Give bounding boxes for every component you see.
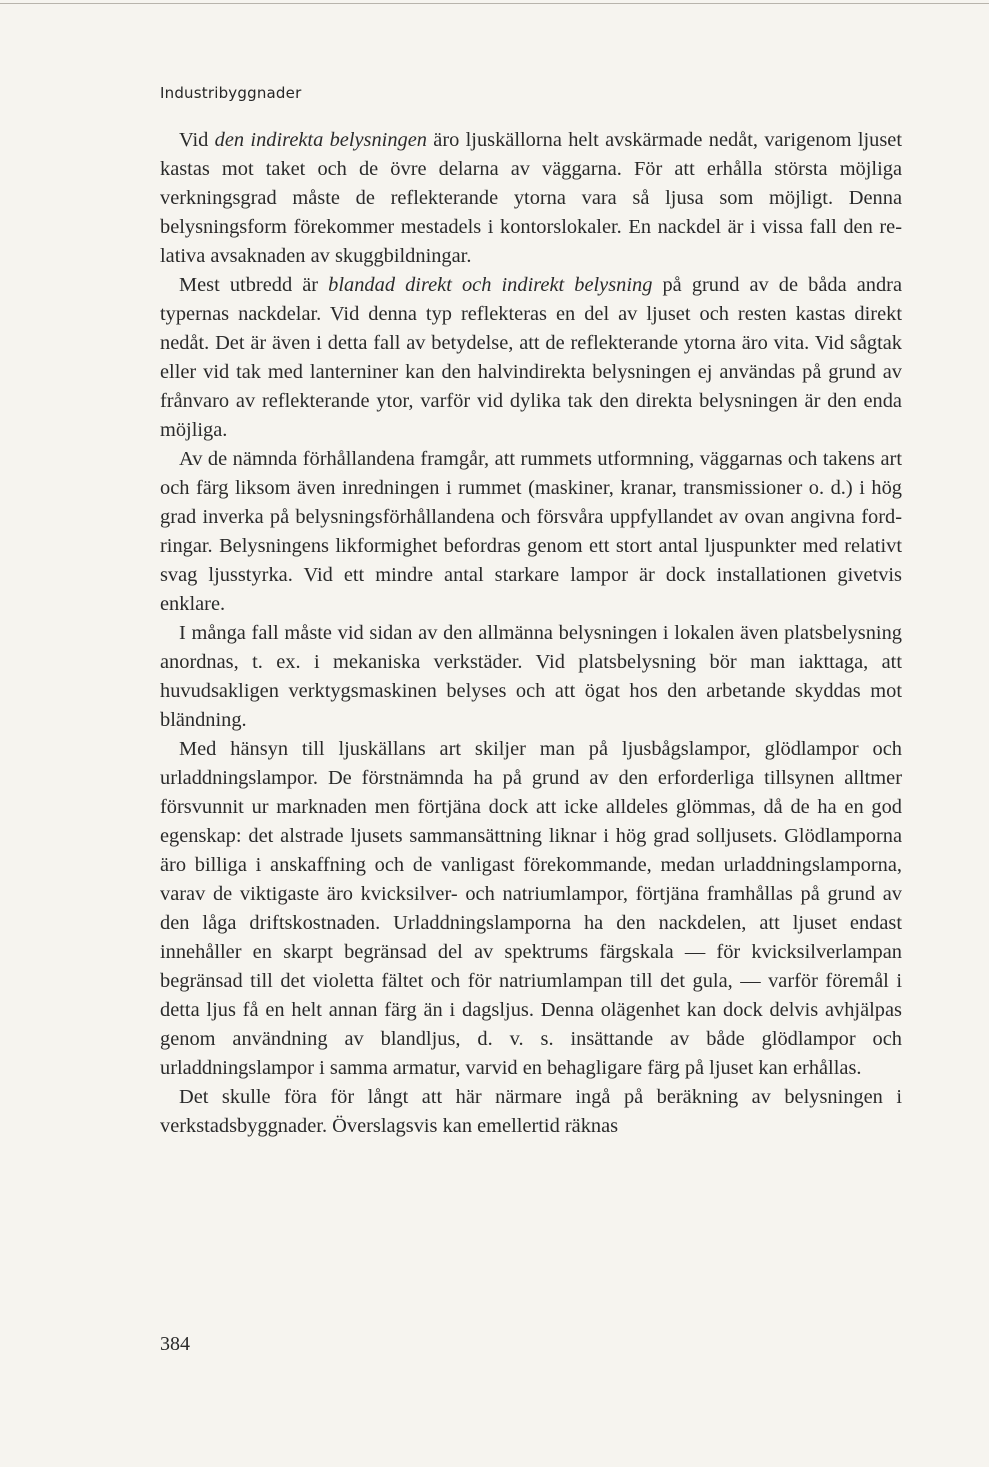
top-rule [0,3,989,4]
paragraph-text: Vid [179,129,215,151]
paragraph-text: äro ljuskällorna helt avskärmade nedåt, varigenom ljuset kastas mot taket och de övre delarna av väggarna. För att erhålla största möjliga verkningsgrad måste de reflekterande ytorna vara så ljusa som möjligt. Denna belysningsform förekommer mestadels i kontorslokaler. En nackdel är i vissa fall den relativa avsaknaden av skuggbildningar. [160,129,902,267]
paragraph [160,126,902,271]
paragraph-text: Mest utbredd är [179,274,329,296]
italic-term: den indirekta belysningen [214,129,427,151]
paragraph-text: på grund av de båda andra typernas nackdelar. Vid denna typ reflekteras en del av ljuset och resten kastas direkt nedåt. Det är även i detta fall av betydelse, att de reflekterande ytorna äro vita. Vid sågtak eller vid tak med lanterniner kan den halvindirekta belysningen ej användas på grund av frånvaro av reflekterande ytor, varför vid dylika tak den direkta belysningen är den enda möjliga. [160,274,902,441]
paragraph-text: Det skulle föra för långt att här närmare ingå på beräkning av belysningen i verkstadsbyggnader. Överslagsvis kan emellertid räknas [160,1086,902,1137]
paragraph [160,271,902,445]
paragraph [160,619,902,735]
paragraph-text: Av de nämnda förhållandena framgår, att rummets utformning, väggarnas och takens art och färg liksom även inredningen i rummet (maskiner, kranar, transmissioner o. d.) i hög grad inverka på belysningsförhållandena och försvåra uppfyllandet av ovan angivna fordringar. Belysningens likformighet befordras genom ett stort antal ljuspunkter med relativt svag ljusstyrka. Vid ett mindre antal starkare lampor är dock installationen givetvis enklare. [160,448,902,615]
paragraph [160,445,902,619]
paragraph [160,735,902,1083]
paragraph [160,1083,902,1141]
body-text [160,126,902,1141]
paragraph-text: I många fall måste vid sidan av den allmänna belysningen i lokalen även platsbelysning anordnas, t. ex. i mekaniska verkstäder. Vid platsbelysning bör man iakttaga, att huvudsakligen verktygsmaskinen belyses och att ögat hos den arbetande skyddas mot bländning. [160,622,902,731]
italic-term: blandad direkt och indirekt belysning [328,274,653,296]
page-number: 384 [160,1333,190,1355]
running-head: Industribyggnader [160,84,302,102]
paragraph-text: Med hänsyn till ljuskällans art skiljer man på ljusbågslampor, glödlampor och urladdningslampor. De förstnämnda ha på grund av den erforderliga tillsynen alltmer försvunnit ur marknaden men förtjäna dock att icke alldeles glömmas, då de ha en god egenskap: det alstrade ljusets sammansättning liknar i hög grad solljusets. Glödlamporna äro billiga i anskaffning och de vanligast förekommande, medan urladdningslamporna, varav de viktigaste äro kvicksilver- och natriumlampor, förtjäna framhållas på grund av den låga driftskostnaden. Urladdningslamporna ha den nackdelen, att ljuset endast innehåller en skarpt begränsad del av spektrums färgskala — för kvicksilverlampan begränsad till det violetta fältet och för natriumlampan till det gula, — varför föremål i detta ljus få en helt annan färg än i dagsljus. Denna olägenhet kan dock delvis avhjälpas genom användning av blandljus, d. v. s. insättande av både glödlampor och urladdningslampor i samma armatur, varvid en behagligare färg på ljuset kan erhållas. [160,738,902,1079]
